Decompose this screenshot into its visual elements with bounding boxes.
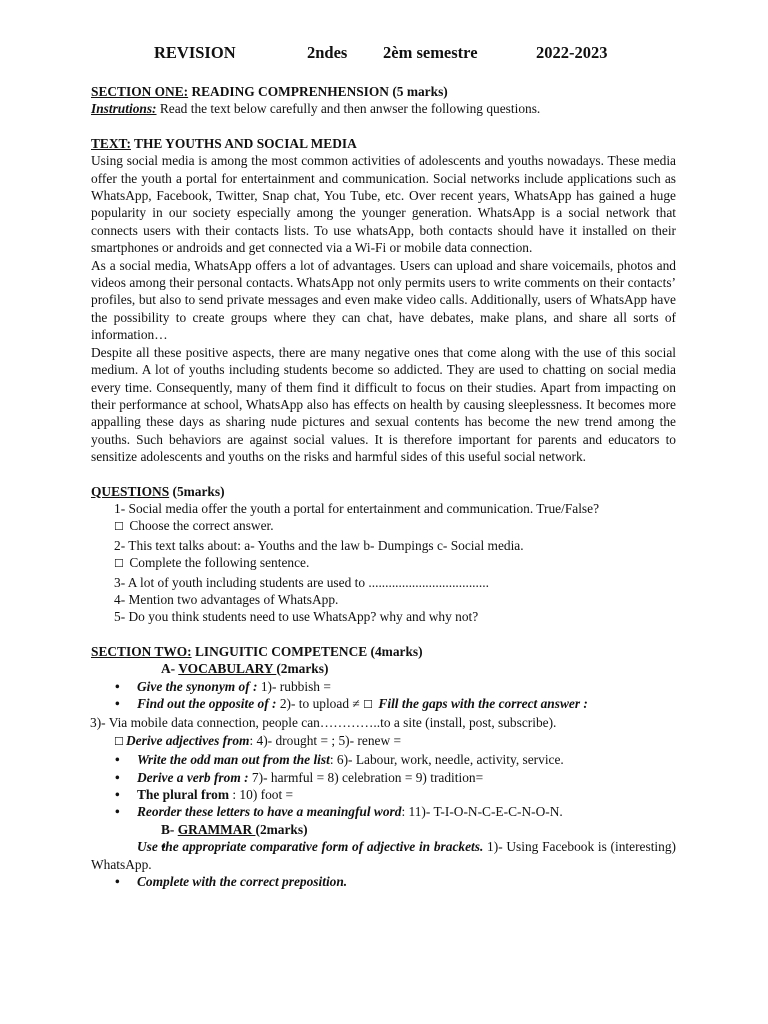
vocabulary-heading: [91, 660, 676, 677]
questions-heading: [91, 483, 676, 500]
opposite-text: 2)- to upload ≠: [276, 696, 364, 711]
header-semester: 2èm semestre: [383, 43, 478, 62]
comparative-item: [91, 838, 676, 873]
verb-text: 7)- harmful = 8) celebration = 9) tradition=: [248, 769, 484, 785]
gaps-label: Fill the gaps with the correct answer :: [378, 696, 588, 711]
text-heading: [91, 135, 676, 152]
section-two-title: LINGUITIC COMPETENCE (4marks): [191, 643, 423, 659]
question-2: 2- This text talks about: a- Youths and the law b- Dumpings c- Social media.: [114, 537, 524, 553]
header-title: REVISION: [154, 43, 236, 62]
synonym-text: 1)- rubbish =: [257, 678, 331, 694]
spacer: [91, 118, 676, 135]
gaps-item: 3)- Via mobile data connection, people can…………..to a site (install, post, subscribe).: [90, 715, 557, 731]
grammar-heading: [91, 821, 676, 838]
preposition-item: [91, 873, 676, 890]
spacer: [91, 626, 676, 643]
instructions: [91, 100, 676, 117]
vocabulary-prefix: A-: [161, 661, 179, 677]
opposite-label: Find out the opposite of :: [137, 696, 277, 711]
oddman-text: : 6)- Labour, work, needle, activity, service.: [329, 752, 564, 768]
adjectives-label: Derive adjectives from: [126, 732, 250, 748]
text-paragraph-1: Using social media is among the most common activities of adolescents and youths nowadays. These media offer the youth a portal for entertainment and communication. Social networks include applications such as WhatsApp, Facebook, Twitter, Snap chat, You Tube, etc. Over recent years, WhatsApp has gained a huge popularity in our society especially among the younger generation. WhatsApp is a social network that connects users with their contacts lists. To use whatsApp, both contacts should have it installed on their smartphones or androids and get connected via a Wi-Fi or mobile data connection.: [91, 153, 676, 256]
complete-instruction: [91, 554, 676, 573]
oddman-label: Write the odd man out from the list: [137, 752, 330, 768]
questions-label: QUESTIONS: [91, 483, 170, 499]
comparative-label: Use the appropriate comparative form of adjective in brackets.: [137, 839, 484, 855]
vocabulary-label: VOCABULARY: [178, 661, 277, 677]
grammar-prefix: B-: [161, 821, 178, 837]
text-title: THE YOUTHS AND SOCIAL MEDIA: [130, 135, 357, 151]
checkbox-icon: ☐: [114, 521, 124, 534]
header-class: 2ndes: [307, 43, 348, 62]
section-one-label: SECTION ONE:: [91, 84, 189, 99]
questions-marks: (5marks): [169, 483, 225, 499]
section-two-heading: [91, 643, 676, 660]
vocabulary-marks: (2marks): [276, 661, 329, 677]
worksheet-header: [91, 40, 676, 66]
checkbox-icon: ☐: [114, 558, 124, 571]
comparative-text: 1)- Using Facebook is (interesting) WhatsApp.: [91, 839, 676, 872]
reorder-text: : 11)- T-I-O-N-C-E-C-N-O-N.: [401, 804, 563, 820]
plural-label: The plural from: [137, 787, 230, 803]
question-1: 1- Social media offer the youth a portal for entertainment and communication. True/False?: [114, 500, 600, 516]
preposition-label: Complete with the correct preposition.: [137, 874, 348, 890]
instructions-text: Read the text below carefully and then anwser the following questions.: [156, 101, 541, 117]
reorder-item: [91, 803, 676, 820]
grammar-marks: (2marks): [255, 821, 308, 837]
grammar-label: GRAMMAR: [177, 821, 256, 837]
plural-item: [91, 786, 676, 803]
checkbox-icon: ☐: [114, 735, 124, 748]
section-two-label: SECTION TWO:: [91, 643, 192, 659]
spacer: [91, 466, 676, 483]
text-label: TEXT:: [91, 135, 131, 151]
choose-text: Choose the correct answer.: [126, 518, 274, 534]
text-paragraph-2: As a social media, WhatsApp offers a lot of advantages. Users can upload and share voicemails, photos and videos among their personal contacts. WhatsApp not only permits users to write comments on their contacts’ profiles, but also to send private messages and even make video calls. Additionally, users of WhatsApp have the possibility to create groups where they can chat, have debates, make plans, and share all sorts of information…: [91, 257, 676, 343]
verb-item: [91, 769, 676, 786]
instructions-label: Instrutions:: [91, 101, 157, 117]
section-one-heading: [91, 83, 676, 100]
header-year: 2022-2023: [536, 43, 608, 62]
worksheet-page: [91, 40, 676, 890]
adjectives-text: : 4)- drought = ; 5)- renew =: [249, 732, 402, 748]
reorder-label: Reorder these letters to have a meaningful word: [137, 804, 402, 820]
choose-instruction: [91, 517, 676, 536]
question-5: 5- Do you think students need to use WhatsApp? why and why not?: [114, 609, 479, 625]
text-paragraph-3: Despite all these positive aspects, there are many negative ones that come along with the use of this social medium. A lot of youths including students become so addicted. They are used to chatting on social media every time. Consequently, many of them find it difficult to focus on their studies. Apart from impacting on their performance at school, WhatsApp also has effects on health by causing sleeplessness. It becomes more appalling these days as sharing nude pictures and sexual contents has become the new trend among the youths. Such behaviors are against social values. It is therefore important for parents and educators to sensitize adolescents and youths on the risks and harmful sides of this useful social network.: [91, 344, 676, 465]
adjectives-item: [91, 732, 676, 751]
synonym-item: [91, 678, 676, 695]
oddman-item: [91, 751, 676, 768]
spacer: [91, 66, 676, 83]
synonym-label: Give the synonym of :: [137, 678, 258, 694]
complete-text: Complete the following sentence.: [126, 555, 310, 571]
question-4: 4- Mention two advantages of WhatsApp.: [114, 591, 339, 607]
verb-label: Derive a verb from :: [137, 769, 249, 785]
section-one-title: READING COMPRENHENSION (5 marks): [188, 84, 448, 99]
plural-text: : 10) foot =: [229, 787, 294, 803]
question-3: 3- A lot of youth including students are used to ....................................: [114, 574, 489, 590]
opposite-item: [91, 695, 676, 714]
checkbox-icon: ☐: [363, 699, 373, 711]
